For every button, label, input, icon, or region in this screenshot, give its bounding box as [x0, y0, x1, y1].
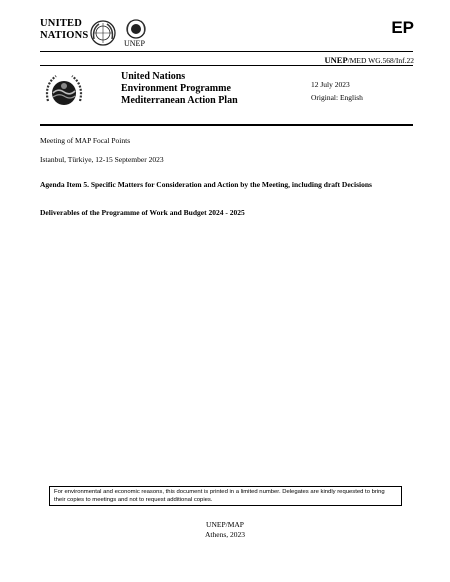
- original-language: Original: English: [311, 93, 363, 102]
- org-line-1: United Nations: [121, 71, 186, 82]
- printing-notice: For environmental and economic reasons, this document is printed in a limited number. Delegates are kindly requested to bring their copies to meetings and not to request additional copies.: [49, 486, 402, 506]
- document-symbol-prefix: UNEP: [324, 55, 348, 65]
- agenda-item: Agenda Item 5. Specific Matters for Consideration and Action by the Meeting, including draft Decisions: [40, 180, 372, 189]
- document-title: Deliverables of the Programme of Work and Budget 2024 - 2025: [40, 208, 245, 217]
- header-rule-thick: [40, 124, 413, 126]
- document-date: 12 July 2023: [311, 80, 350, 89]
- un-line-2: NATIONS: [40, 30, 89, 41]
- header-rule-thin: [40, 51, 413, 52]
- un-emblem-icon: [89, 19, 117, 47]
- document-symbol: [325, 55, 414, 65]
- org-line-3: Mediterranean Action Plan: [121, 95, 238, 106]
- date-block: [311, 78, 363, 104]
- symbol-rule: [40, 65, 413, 66]
- unep-caption: UNEP: [124, 39, 145, 48]
- footer-publisher: UNEP/MAP: [206, 520, 244, 529]
- meeting-place-date: Istanbul, Türkiye, 12-15 September 2023: [40, 155, 164, 164]
- series-code: EP: [391, 18, 414, 37]
- meeting-title: Meeting of MAP Focal Points: [40, 136, 131, 145]
- footer-place-year: Athens, 2023: [205, 530, 245, 539]
- map-logo-icon: [42, 71, 86, 115]
- un-line-1: UNITED: [40, 18, 83, 29]
- document-symbol-suffix: /MED WG.568/Inf.22: [347, 56, 414, 65]
- united-nations-wordmark: [40, 18, 88, 42]
- org-line-2: Environment Programme: [121, 83, 231, 94]
- organization-block: [121, 71, 238, 107]
